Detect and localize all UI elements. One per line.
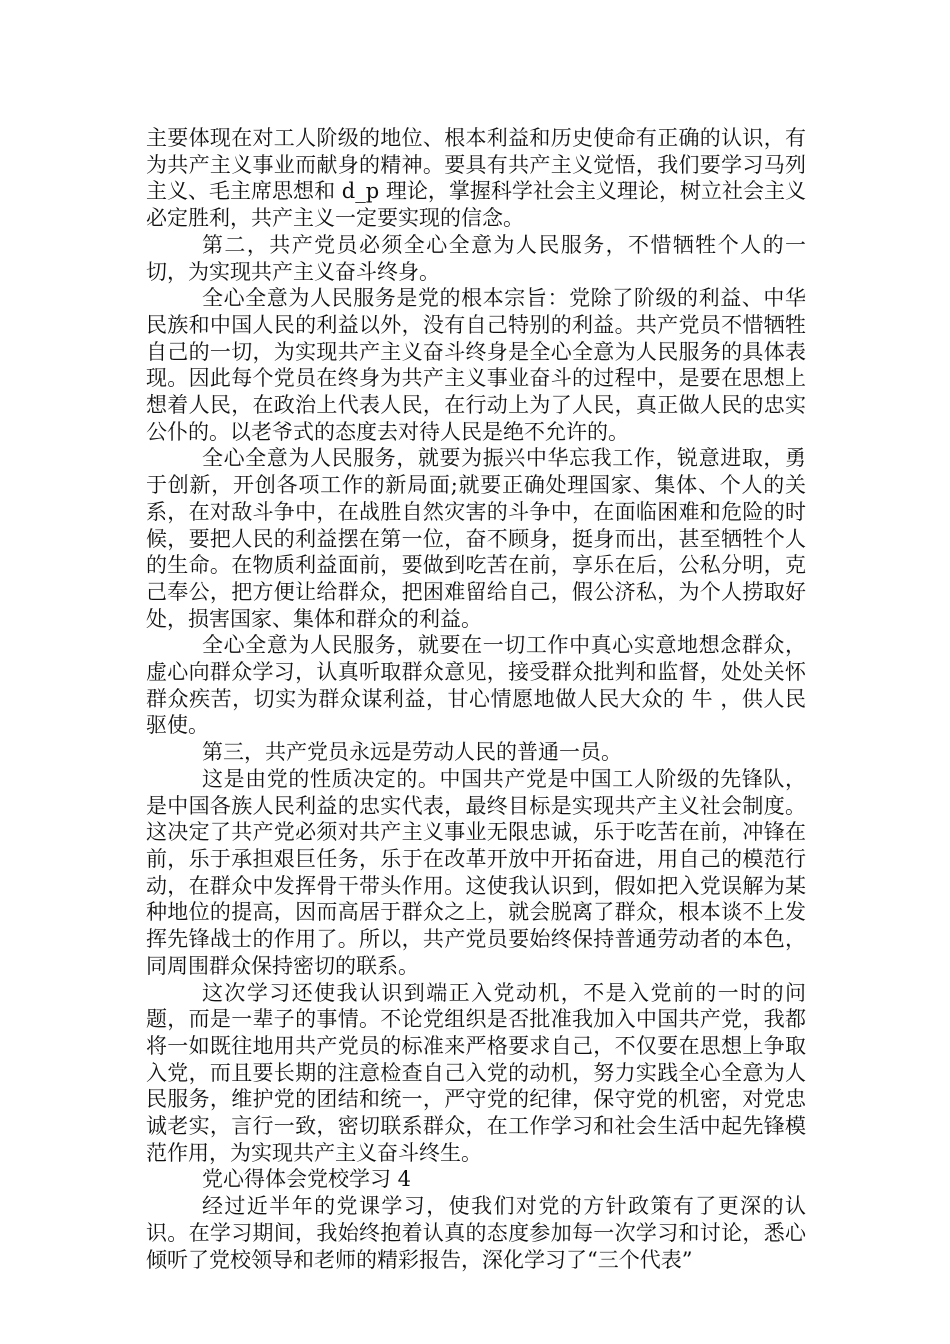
paragraph-2: 第二，共产党员必须全心全意为人民服务，不惜牺牲个人的一切，为实现共产主义奋斗终身。	[146, 232, 806, 284]
section-heading: 党心得体会党校学习 4	[202, 1167, 412, 1192]
paragraph-5: 全心全意为人民服务，就要在一切工作中真心实意地想念群众，虚心向群众学习，认真听取群众意见，接受群众批判和监督，处处关怀群众疾苦，切实为群众谋利益，甘心情愿地做人民大众的 牛 ，供人民驱使。	[146, 633, 806, 738]
paragraph-1: 主要体现在对工人阶级的地位、根本利益和历史使命有正确的认识，有为共产主义事业而献身的精神。要具有共产主义觉悟，我们要学习马列主义、毛主席思想和 d_p 理论，掌握科学社会主义理论，树立社会主义必定胜利，共产主义一定要实现的信念。	[146, 126, 806, 231]
paragraph-4: 全心全意为人民服务，就要为振兴中华忘我工作，锐意进取，勇于创新，开创各项工作的新局面;就要正确处理国家、集体、个人的关系，在对敌斗争中，在战胜自然灾害的斗争中，在面临困难和危险的时候，要把人民的利益摆在第一位，奋不顾身，挺身而出，甚至牺牲个人的生命。在物质利益面前，要做到吃苦在前，享乐在后，公私分明，克己奉公，把方便让给群众，把困难留给自己，假公济私，为个人捞取好处，损害国家、集体和群众的利益。	[146, 446, 806, 631]
paragraph-6: 第三，共产党员永远是劳动人民的普通一员。	[202, 740, 622, 765]
document-body	[146, 125, 806, 1273]
paragraph-3: 全心全意为人民服务是党的根本宗旨：党除了阶级的利益、中华民族和中国人民的利益以外，没有自己特别的利益。共产党员不惜牺牲自己的一切，为实现共产主义奋斗终身是全心全意为人民服务的具体表现。因此每个党员在终身为共产主义事业奋斗的过程中，是要在思想上想着人民，在政治上代表人民，在行动上为了人民，真正做人民的忠实公仆的。以老爷式的态度去对待人民是绝不允许的。	[146, 286, 806, 444]
paragraph-7: 这是由党的性质决定的。中国共产党是中国工人阶级的先锋队，是中国各族人民利益的忠实代表，最终目标是实现共产主义社会制度。这决定了共产党必须对共产主义事业无限忠诚，乐于吃苦在前，冲锋在前，乐于承担艰巨任务，乐于在改革开放中开拓奋进，用自己的模范行动，在群众中发挥骨干带头作用。这使我认识到，假如把入党误解为某种地位的提高，因而高居于群众之上，就会脱离了群众，根本谈不上发挥先锋战士的作用了。所以，共产党员要始终保持普通劳动者的本色，同周围群众保持密切的联系。	[146, 766, 806, 978]
paragraph-8: 这次学习还使我认识到端正入党动机，不是入党前的一时的问题，而是一辈子的事情。不论党组织是否批准我加入中国共产党，我都将一如既往地用共产党员的标准来严格要求自己，不仅要在思想上争取入党，而且要长期的注意检查自己入党的动机，努力实践全心全意为人民服务，维护党的团结和统一，严守党的纪律，保守党的机密，对党忠诚老实，言行一致，密切联系群众，在工作学习和社会生活中起先锋模范作用，为实现共产主义奋斗终生。	[146, 980, 806, 1165]
paragraph-9: 经过近半年的党课学习，使我们对党的方针政策有了更深的认识。在学习期间，我始终抱着认真的态度参加每一次学习和讨论，悉心倾听了党校领导和老师的精彩报告，深化学习了“三个代表”	[146, 1194, 806, 1272]
